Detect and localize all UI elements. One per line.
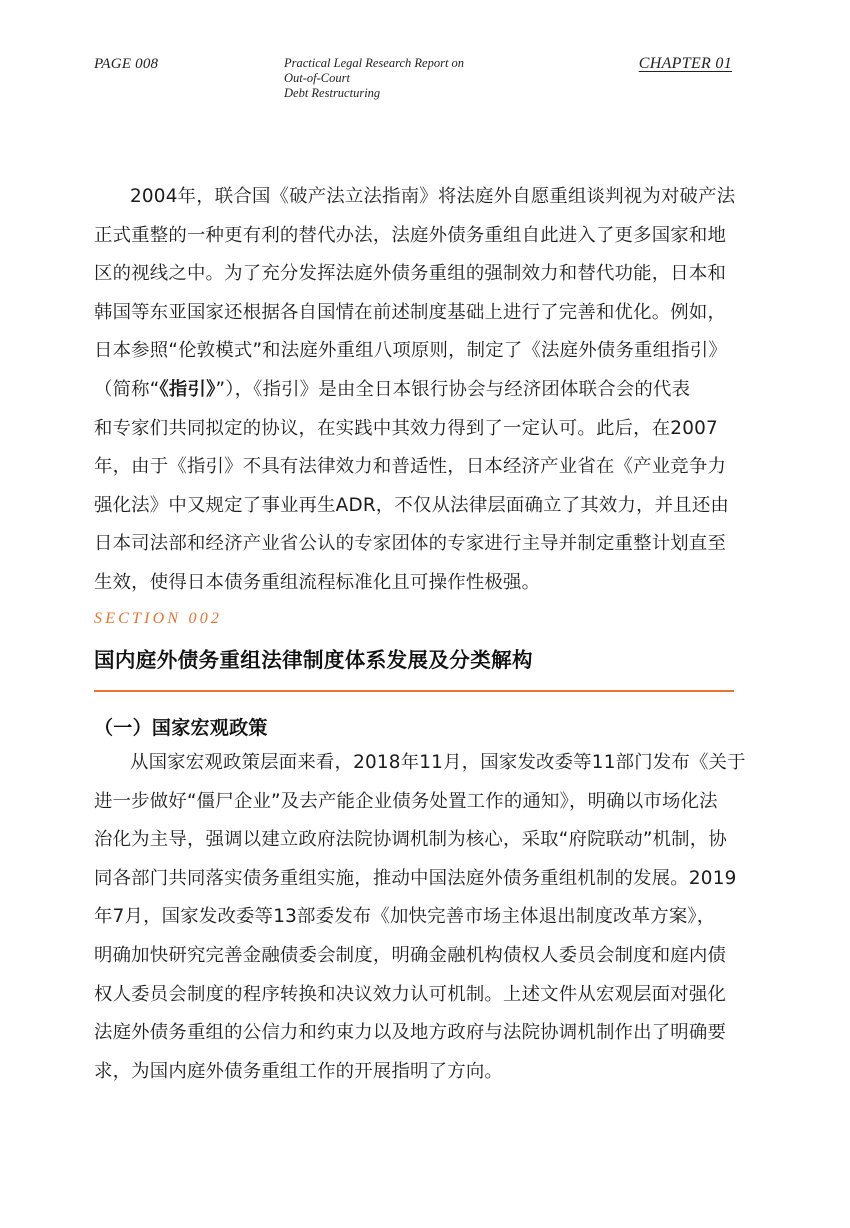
chapter-label: CHAPTER 01 — [638, 55, 732, 72]
text-line: 明确加快研究完善金融债委会制度，明确金融机构债权人委员会制度和庭内债 — [94, 944, 727, 966]
text-line — [94, 371, 734, 410]
text-line: 权人委员会制度的程序转换和决议效力认可机制。上述文件从宏观层面对强化 — [94, 983, 727, 1005]
body-paragraph-intro — [94, 178, 734, 603]
text-line: 生效，使得日本债务重组流程标准化且可操作性极强。 — [94, 571, 541, 593]
body-paragraph-policy — [94, 744, 746, 1091]
short-name-emphasis: 《指引》 — [159, 378, 216, 400]
text-line: 治化为主导，强调以建立政府法院协调机制为核心，采取“府院联动”机制，协 — [94, 829, 727, 851]
page-number: PAGE 008 — [94, 56, 159, 72]
text-fragment: （简称“ — [94, 378, 160, 400]
text-line: 年7月，国家发改委等13部委发布《加快完善市场主体退出制度改革方案》， — [94, 906, 716, 928]
subsection-title: （一）国家宏观政策 — [94, 717, 268, 739]
text-line: 法庭外债务重组的公信力和约束力以及地方政府与法院协调机制作出了明确要 — [94, 1022, 727, 1044]
text-line: 2004年，联合国《破产法立法指南》将法庭外自愿重组谈判视为对破产法 — [130, 186, 736, 207]
report-title-line: Practical Legal Research Report on — [284, 56, 465, 70]
text-line: 从国家宏观政策层面来看，2018年11月，国家发改委等11部门发布《关于 — [130, 752, 746, 773]
text-line: 进一步做好“僵尸企业”及去产能企业债务处置工作的通知》，明确以市场化法 — [94, 790, 718, 812]
section-label: SECTION 002 — [94, 610, 223, 627]
text-line: 同各部门共同落实债务重组实施，推动中国法庭外债务重组机制的发展。2019 — [94, 867, 737, 889]
text-line: 年，由于《指引》不具有法律效力和普适性，日本经济产业省在《产业竞争力 — [94, 456, 727, 478]
text-line: 日本司法部和经济产业省公认的专家团体的专家进行主导并制定重整计划直至 — [94, 533, 727, 555]
report-title-line: Out-of-Court — [284, 71, 350, 85]
text-line: 和专家们共同拟定的协议，在实践中其效力得到了一定认可。此后，在2007 — [94, 417, 718, 439]
text-line: 区的视线之中。为了充分发挥法庭外债务重组的强制效力和替代功能，日本和 — [94, 263, 727, 285]
text-line: 日本参照“伦敦模式”和法庭外重组八项原则，制定了《法庭外债务重组指引》 — [94, 340, 727, 362]
text-line: 求，为国内庭外债务重组工作的开展指明了方向。 — [94, 1060, 503, 1082]
report-title-line: Debt Restructuring — [284, 86, 381, 100]
report-title — [284, 56, 514, 101]
text-line: 强化法》中又规定了事业再生ADR，不仅从法律层面确立了其效力，并且还由 — [94, 494, 730, 516]
section-divider — [94, 690, 734, 692]
section-title: 国内庭外债务重组法律制度体系发展及分类解构 — [94, 648, 533, 672]
text-fragment: ”），《指引》是由全日本银行协会与经济团体联合会的代表 — [215, 378, 691, 400]
text-line: 韩国等东亚国家还根据各自国情在前述制度基础上进行了完善和优化。例如， — [94, 301, 727, 323]
text-line: 正式重整的一种更有利的替代办法，法庭外债务重组自此进入了更多国家和地 — [94, 224, 727, 246]
